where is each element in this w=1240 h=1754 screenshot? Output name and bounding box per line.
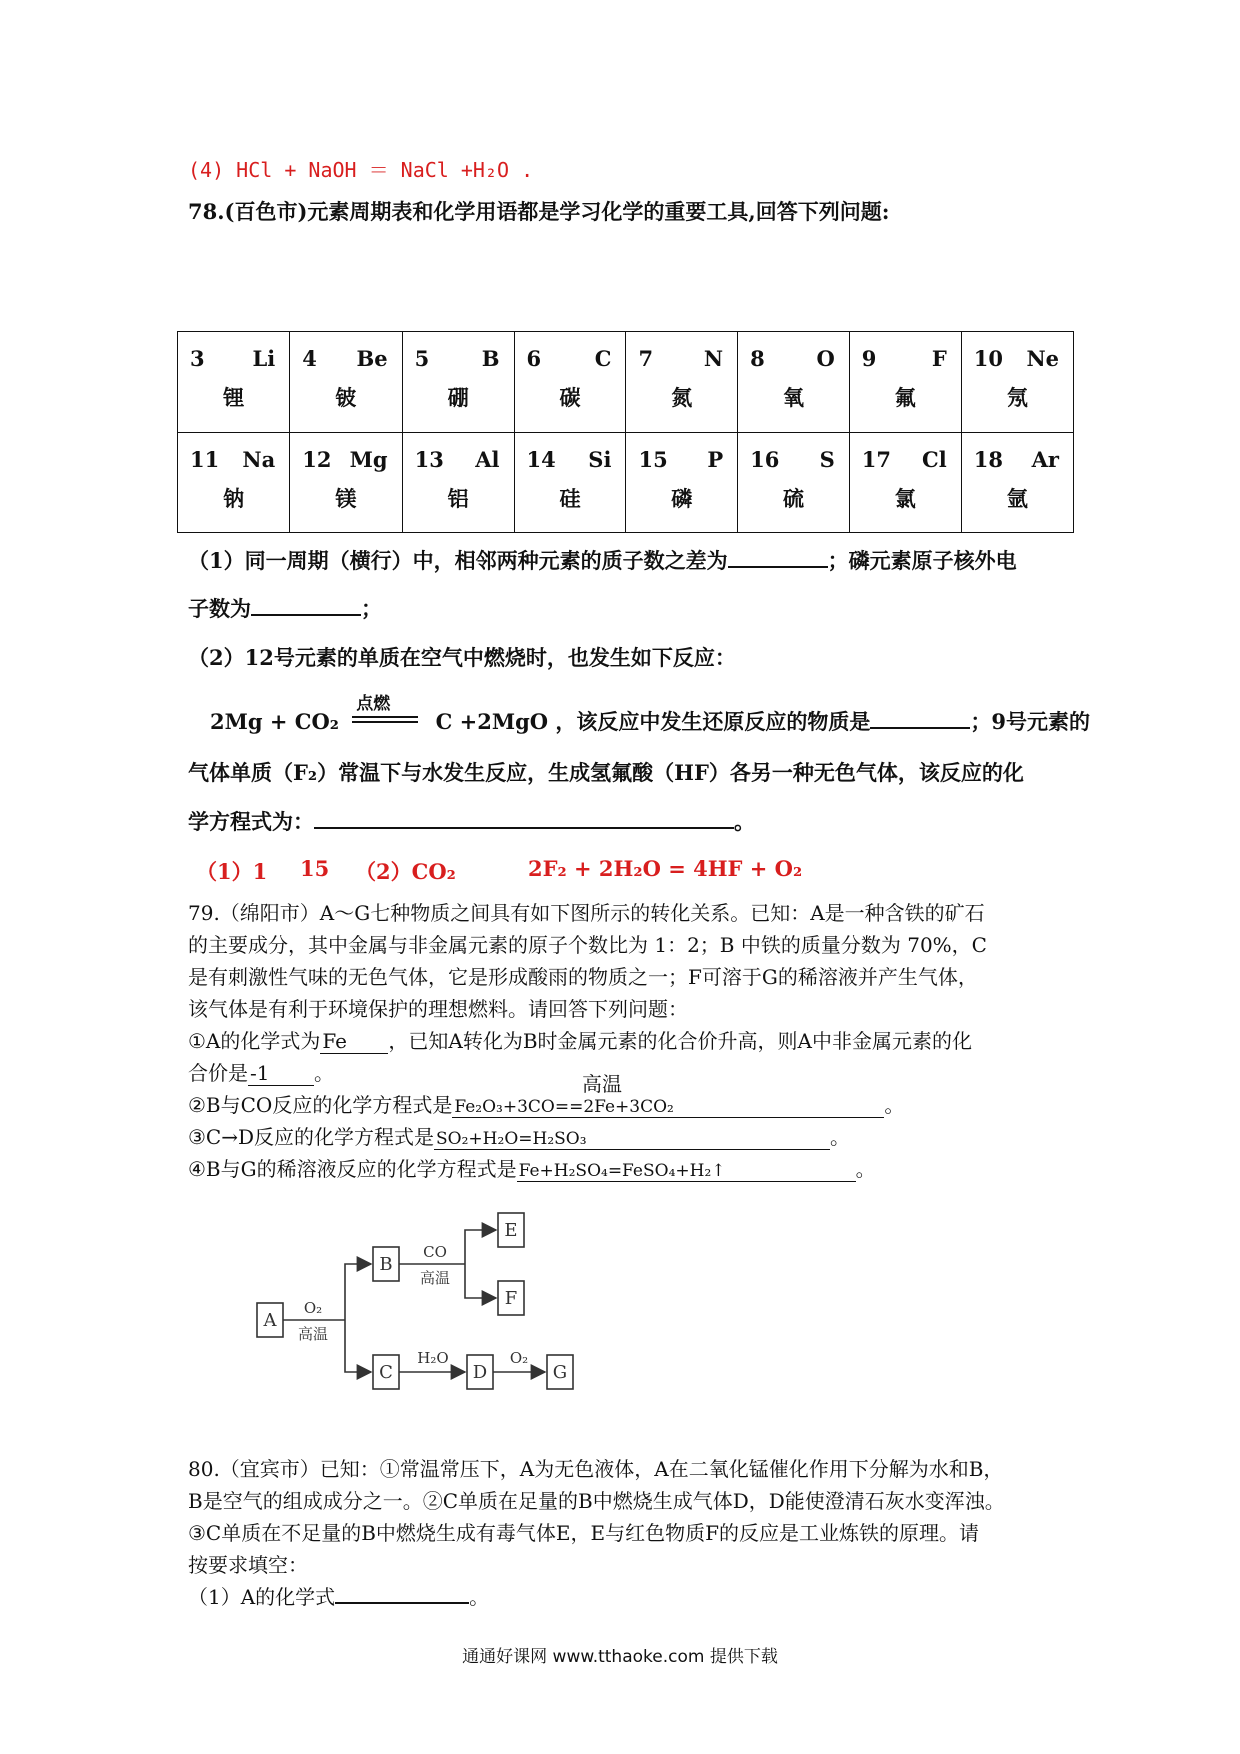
element-chinese-name: 硅 bbox=[559, 485, 581, 511]
element-cell bbox=[626, 332, 738, 433]
label-o2-1: O₂ bbox=[303, 1299, 323, 1317]
answer-77: (4) HCl + NaOH ＝ NaCl +H₂O . bbox=[188, 158, 534, 182]
q80-blank-1[interactable] bbox=[335, 1601, 469, 1604]
eq-tail: ，该反应中发生还原反应的物质是 bbox=[555, 709, 871, 734]
element-number: 14 bbox=[526, 446, 556, 472]
q78-answer-2: 15 bbox=[300, 856, 330, 881]
q79-q2-text: ②B与CO反应的化学方程式是 bbox=[188, 1093, 453, 1117]
label-high-temp-2: 高温 bbox=[297, 1325, 329, 1343]
element-chinese-name: 氩 bbox=[1006, 485, 1028, 511]
q79-answer-3[interactable]: Fe₂O₃+3CO==2Fe+3CO₂ bbox=[452, 1097, 884, 1118]
q79-line-2: 的主要成分，其中金属与非金属元素的原子个数比为 1：2；B 中铁的质量分数为 70%，C bbox=[188, 933, 987, 957]
eq-right: C +2MgO bbox=[435, 709, 549, 734]
element-symbol: Li bbox=[252, 346, 276, 371]
q78-blank-3[interactable] bbox=[870, 726, 970, 729]
element-chinese-name: 氯 bbox=[894, 485, 916, 511]
q78-part4-text: 学方程式为： bbox=[188, 809, 314, 834]
element-cell bbox=[290, 432, 402, 533]
label-co: CO bbox=[423, 1243, 447, 1261]
q79-line-5 bbox=[188, 1025, 972, 1054]
element-symbol: B bbox=[481, 346, 500, 371]
q80-line-4: 按要求填空： bbox=[188, 1553, 308, 1577]
element-cell bbox=[402, 332, 514, 433]
element-cell bbox=[402, 432, 514, 533]
q79-answer-5[interactable]: Fe+H₂SO₄=FeSO₄+H₂↑ bbox=[517, 1161, 856, 1182]
q79-q1-text: ①A的化学式为 bbox=[188, 1029, 321, 1053]
q79-condition-high-temp: 高温 bbox=[582, 1072, 622, 1096]
element-number: 6 bbox=[526, 346, 542, 371]
q80-line-3: ③C单质在不足量的B中燃烧生成有毒气体E，E与红色物质F的反应是工业炼铁的原理。请 bbox=[188, 1521, 980, 1545]
element-chinese-name: 铝 bbox=[447, 485, 469, 511]
q78-part4-end: 。 bbox=[734, 809, 755, 834]
element-symbol: Be bbox=[356, 346, 388, 371]
q80-line-5 bbox=[188, 1581, 489, 1610]
element-cell bbox=[626, 432, 738, 533]
element-number: 5 bbox=[414, 346, 430, 371]
node-B: B bbox=[379, 1254, 393, 1275]
element-chinese-name: 氟 bbox=[894, 385, 916, 410]
q79-line-8 bbox=[188, 1121, 850, 1150]
element-chinese-name: 氮 bbox=[671, 385, 693, 410]
element-number: 16 bbox=[750, 446, 780, 472]
q78-part1-text-b: ；磷元素原子核外电 bbox=[827, 548, 1017, 573]
q78-part1-cont bbox=[188, 593, 382, 623]
edge-A-C bbox=[345, 1320, 371, 1372]
q78-blank-2[interactable] bbox=[251, 613, 361, 616]
element-symbol: Ar bbox=[1031, 446, 1059, 472]
q78-blank-1[interactable] bbox=[728, 565, 828, 568]
element-symbol: Cl bbox=[922, 446, 947, 472]
node-D: D bbox=[472, 1362, 488, 1383]
q79-q4-text: ④B与G的稀溶液反应的化学方程式是 bbox=[188, 1157, 517, 1181]
element-chinese-name: 钠 bbox=[223, 485, 245, 511]
node-F: F bbox=[504, 1288, 518, 1309]
element-cell bbox=[961, 432, 1073, 533]
q79-q2-end: 。 bbox=[884, 1093, 905, 1117]
element-symbol: Si bbox=[588, 446, 612, 472]
element-cell bbox=[514, 432, 626, 533]
element-number: 13 bbox=[414, 446, 444, 472]
element-cell bbox=[849, 332, 961, 433]
q78-part1 bbox=[188, 545, 1017, 575]
element-chinese-name: 镁 bbox=[335, 485, 357, 511]
element-symbol: Na bbox=[242, 446, 276, 472]
q79-line-3: 是有刺激性气味的无色气体，它是形成酸雨的物质之一；F可溶于G的稀溶液并产生气体， bbox=[188, 965, 978, 989]
eq-condition: 点燃 bbox=[356, 693, 391, 714]
element-cell bbox=[961, 332, 1073, 433]
element-cell bbox=[178, 432, 290, 533]
q78-answer-3: （2）CO₂ bbox=[355, 859, 456, 884]
element-number: 17 bbox=[861, 446, 892, 472]
element-symbol: C bbox=[594, 346, 612, 371]
q78-part1-text-c: 子数为 bbox=[188, 596, 251, 621]
q78-part3: 气体单质（F₂）常温下与水发生反应，生成氢氟酸（HF）各另一种无色气体，该反应的化 bbox=[188, 760, 1024, 785]
element-number: 7 bbox=[638, 346, 654, 371]
q79-q1-text-b: ，已知A转化为B时金属元素的化合价升高，则A中非金属元素的化 bbox=[388, 1029, 972, 1053]
element-chinese-name: 硫 bbox=[782, 485, 804, 511]
q79-answer-4[interactable]: SO₂+H₂O=H₂SO₃ bbox=[434, 1129, 830, 1150]
element-number: 4 bbox=[302, 346, 317, 371]
node-E: E bbox=[504, 1220, 518, 1241]
label-h2o: H₂O bbox=[417, 1349, 449, 1367]
eq-arrow bbox=[352, 693, 422, 734]
q78-part4 bbox=[188, 806, 755, 836]
page-footer: 通通好课网 www.tthaoke.com 提供下载 bbox=[462, 1647, 778, 1667]
edge-B-F bbox=[465, 1264, 496, 1298]
element-number: 9 bbox=[861, 346, 877, 371]
q79-q4-end: 。 bbox=[855, 1157, 876, 1181]
q78-part1-text-a: （1）同一周期（横行）中，相邻两种元素的质子数之差为 bbox=[188, 548, 728, 573]
q80-q1-end: 。 bbox=[469, 1585, 490, 1609]
q79-q3-end: 。 bbox=[830, 1125, 851, 1149]
node-C: C bbox=[379, 1362, 393, 1383]
q79-answer-2[interactable]: -1 bbox=[248, 1061, 314, 1086]
eq-left: 2Mg + CO₂ bbox=[210, 709, 339, 734]
q78-answer-1: （1）1 bbox=[196, 859, 268, 884]
element-number: 8 bbox=[750, 346, 765, 371]
q79-q1-text-d: 。 bbox=[314, 1061, 334, 1085]
element-cell bbox=[849, 432, 961, 533]
element-symbol: F bbox=[931, 346, 947, 371]
label-high-temp-1: 高温 bbox=[419, 1269, 451, 1287]
q78-answer-4: 2F₂ + 2H₂O = 4HF + O₂ bbox=[528, 856, 803, 881]
eq-tail2: ；9号元素的 bbox=[970, 709, 1090, 734]
label-o2-2: O₂ bbox=[509, 1349, 529, 1367]
periodic-table-row bbox=[178, 332, 1074, 433]
element-chinese-name: 氖 bbox=[1006, 385, 1028, 410]
q79-q1-text-c: 合价是 bbox=[188, 1061, 248, 1085]
element-number: 12 bbox=[302, 446, 332, 472]
element-symbol: Ne bbox=[1026, 346, 1059, 371]
element-chinese-name: 氧 bbox=[782, 385, 804, 410]
node-G: G bbox=[552, 1362, 568, 1383]
q78-part2: （2）12号元素的单质在空气中燃烧时，也发生如下反应： bbox=[188, 645, 736, 670]
element-cell bbox=[178, 332, 290, 433]
q78-blank-4[interactable] bbox=[314, 826, 734, 829]
element-number: 10 bbox=[973, 346, 1003, 371]
element-number: 18 bbox=[973, 446, 1003, 472]
element-chinese-name: 硼 bbox=[447, 385, 469, 410]
q79-line-9 bbox=[188, 1153, 876, 1182]
element-chinese-name: 铍 bbox=[335, 385, 357, 410]
q80-q1-text: （1）A的化学式 bbox=[188, 1585, 336, 1609]
q80-line-1: 80.（宜宾市）已知：①常温常压下，A为无色液体，A在二氧化锰催化作用下分解为水和B， bbox=[188, 1457, 1004, 1481]
element-chinese-name: 磷 bbox=[671, 485, 693, 511]
q79-answer-1[interactable]: Fe bbox=[320, 1029, 388, 1054]
q80-line-2: B是空气的组成成分之一。②C单质在足量的B中燃烧生成气体D，D能使澄清石灰水变浑浊。 bbox=[188, 1489, 1005, 1513]
edge-B-E bbox=[465, 1230, 496, 1264]
periodic-table bbox=[177, 331, 1074, 533]
q78-equation-line bbox=[210, 693, 1090, 736]
q78-title: 78.(百色市)元素周期表和化学用语都是学习化学的重要工具,回答下列问题: bbox=[188, 199, 890, 224]
element-cell bbox=[738, 432, 850, 533]
element-chinese-name: 碳 bbox=[559, 385, 581, 410]
element-number: 11 bbox=[190, 446, 220, 472]
element-symbol: Al bbox=[475, 446, 500, 472]
q78-part1-text-d: ； bbox=[361, 596, 382, 621]
element-cell bbox=[514, 332, 626, 433]
element-chinese-name: 锂 bbox=[223, 385, 245, 410]
element-number: 3 bbox=[190, 346, 205, 371]
element-symbol: S bbox=[819, 446, 835, 472]
q79-line-4: 该气体是有利于环境保护的理想燃料。请回答下列问题： bbox=[188, 997, 688, 1021]
q79-line-7 bbox=[188, 1089, 904, 1118]
node-A: A bbox=[263, 1310, 277, 1331]
element-cell bbox=[738, 332, 850, 433]
element-symbol: O bbox=[816, 346, 835, 371]
element-symbol: N bbox=[703, 346, 724, 371]
periodic-table-row bbox=[178, 432, 1074, 533]
edge-A-B bbox=[345, 1264, 371, 1320]
q79-q3-text: ③C→D反应的化学方程式是 bbox=[188, 1125, 435, 1149]
conversion-diagram bbox=[235, 1195, 615, 1415]
q79-line-1: 79.（绵阳市）A～G七种物质之间具有如下图所示的转化关系。已知：A是一种含铁的矿石 bbox=[188, 901, 985, 925]
element-symbol: Mg bbox=[349, 446, 388, 472]
element-cell bbox=[290, 332, 402, 433]
element-number: 15 bbox=[638, 446, 668, 472]
element-symbol: P bbox=[707, 446, 724, 472]
q79-line-6 bbox=[188, 1057, 334, 1086]
